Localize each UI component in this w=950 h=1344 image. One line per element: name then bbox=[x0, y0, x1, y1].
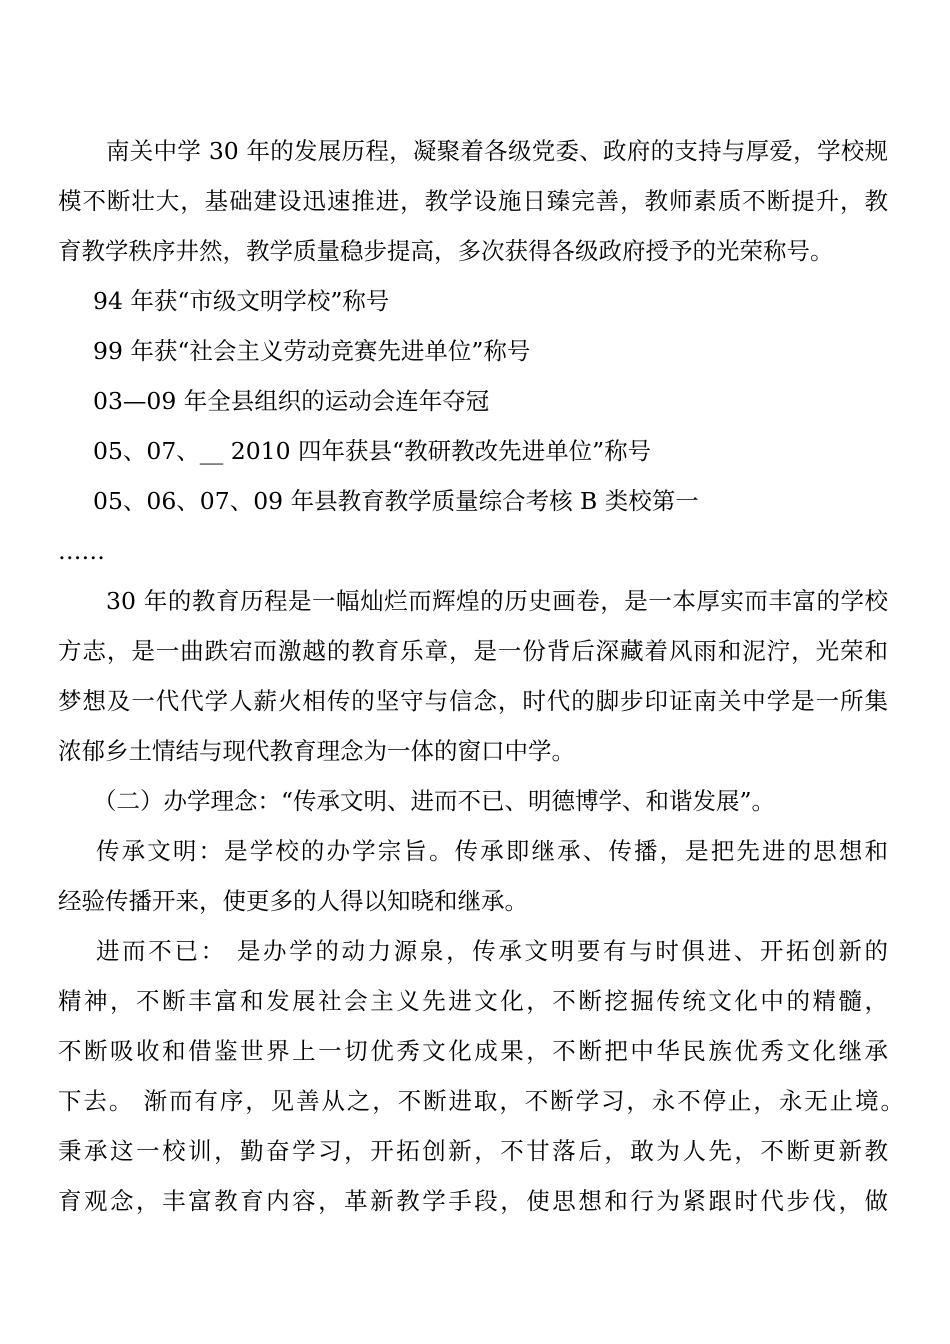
summary-line-2: 方志，是一曲跌宕而激越的教育乐章，是一份背后深藏着风雨和泥泞，光荣和 bbox=[58, 637, 888, 665]
summary-line-3: 梦想及一代代学人薪火相传的坚守与信念，时代的脚步印证南关中学是一所集 bbox=[58, 687, 888, 715]
inherit-line-1: 传承文明：是学校的办学宗旨。传承即继承、传播，是把先进的思想和 bbox=[96, 837, 888, 865]
philosophy-heading: （二）办学理念：“传承文明、进而不已、明德博学、和谐发展”。 bbox=[93, 787, 776, 815]
ellipsis: …… bbox=[58, 537, 105, 565]
history-line-1: 南关中学 30 年的发展历程，凝聚着各级党委、政府的支持与厚爱，学校规 bbox=[106, 137, 888, 165]
inherit-line-2: 经验传播开来，使更多的人得以知晓和继承。 bbox=[58, 887, 528, 915]
progress-line-6: 育观念，丰富教育内容，革新教学手段，使思想和行为紧跟时代步伐，做 bbox=[58, 1187, 888, 1215]
progress-line-2: 精神，不断丰富和发展社会主义先进文化，不断挖掘传统文化中的精髓， bbox=[58, 987, 888, 1015]
honor-item-5: 05、06、07、09 年县教育教学质量综合考核 B 类校第一 bbox=[93, 487, 699, 515]
history-line-2: 模不断壮大，基础建设迅速推进，教学设施日臻完善，教师素质不断提升，教 bbox=[58, 187, 888, 215]
progress-line-1: 进而不已： 是办学的动力源泉，传承文明要有与时俱进、开拓创新的 bbox=[96, 937, 888, 965]
honor-item-4: 05、07、__ 2010 四年获县“教研教改先进单位”称号 bbox=[93, 437, 652, 465]
history-line-3: 育教学秩序井然，教学质量稳步提高，多次获得各级政府授予的光荣称号。 bbox=[58, 237, 834, 265]
honor-item-3: 03—09 年全县组织的运动会连年夺冠 bbox=[93, 387, 490, 415]
progress-line-5: 秉承这一校训，勤奋学习，开拓创新，不甘落后，敢为人先，不断更新教 bbox=[58, 1137, 888, 1165]
honor-item-2: 99 年获“社会主义劳动竞赛先进单位”称号 bbox=[93, 337, 531, 365]
progress-line-3: 不断吸收和借鉴世界上一切优秀文化成果，不断把中华民族优秀文化继承 bbox=[58, 1037, 888, 1065]
summary-line-4: 浓郁乡土情结与现代教育理念为一体的窗口中学。 bbox=[58, 737, 575, 765]
progress-line-4: 下去。 渐而有序，见善从之，不断进取，不断学习，永不停止，永无止境。 bbox=[58, 1087, 904, 1115]
summary-line-1: 30 年的教育历程是一幅灿烂而辉煌的历史画卷，是一本厚实而丰富的学校 bbox=[106, 587, 888, 615]
honor-item-1: 94 年获“市级文明学校”称号 bbox=[93, 287, 390, 315]
